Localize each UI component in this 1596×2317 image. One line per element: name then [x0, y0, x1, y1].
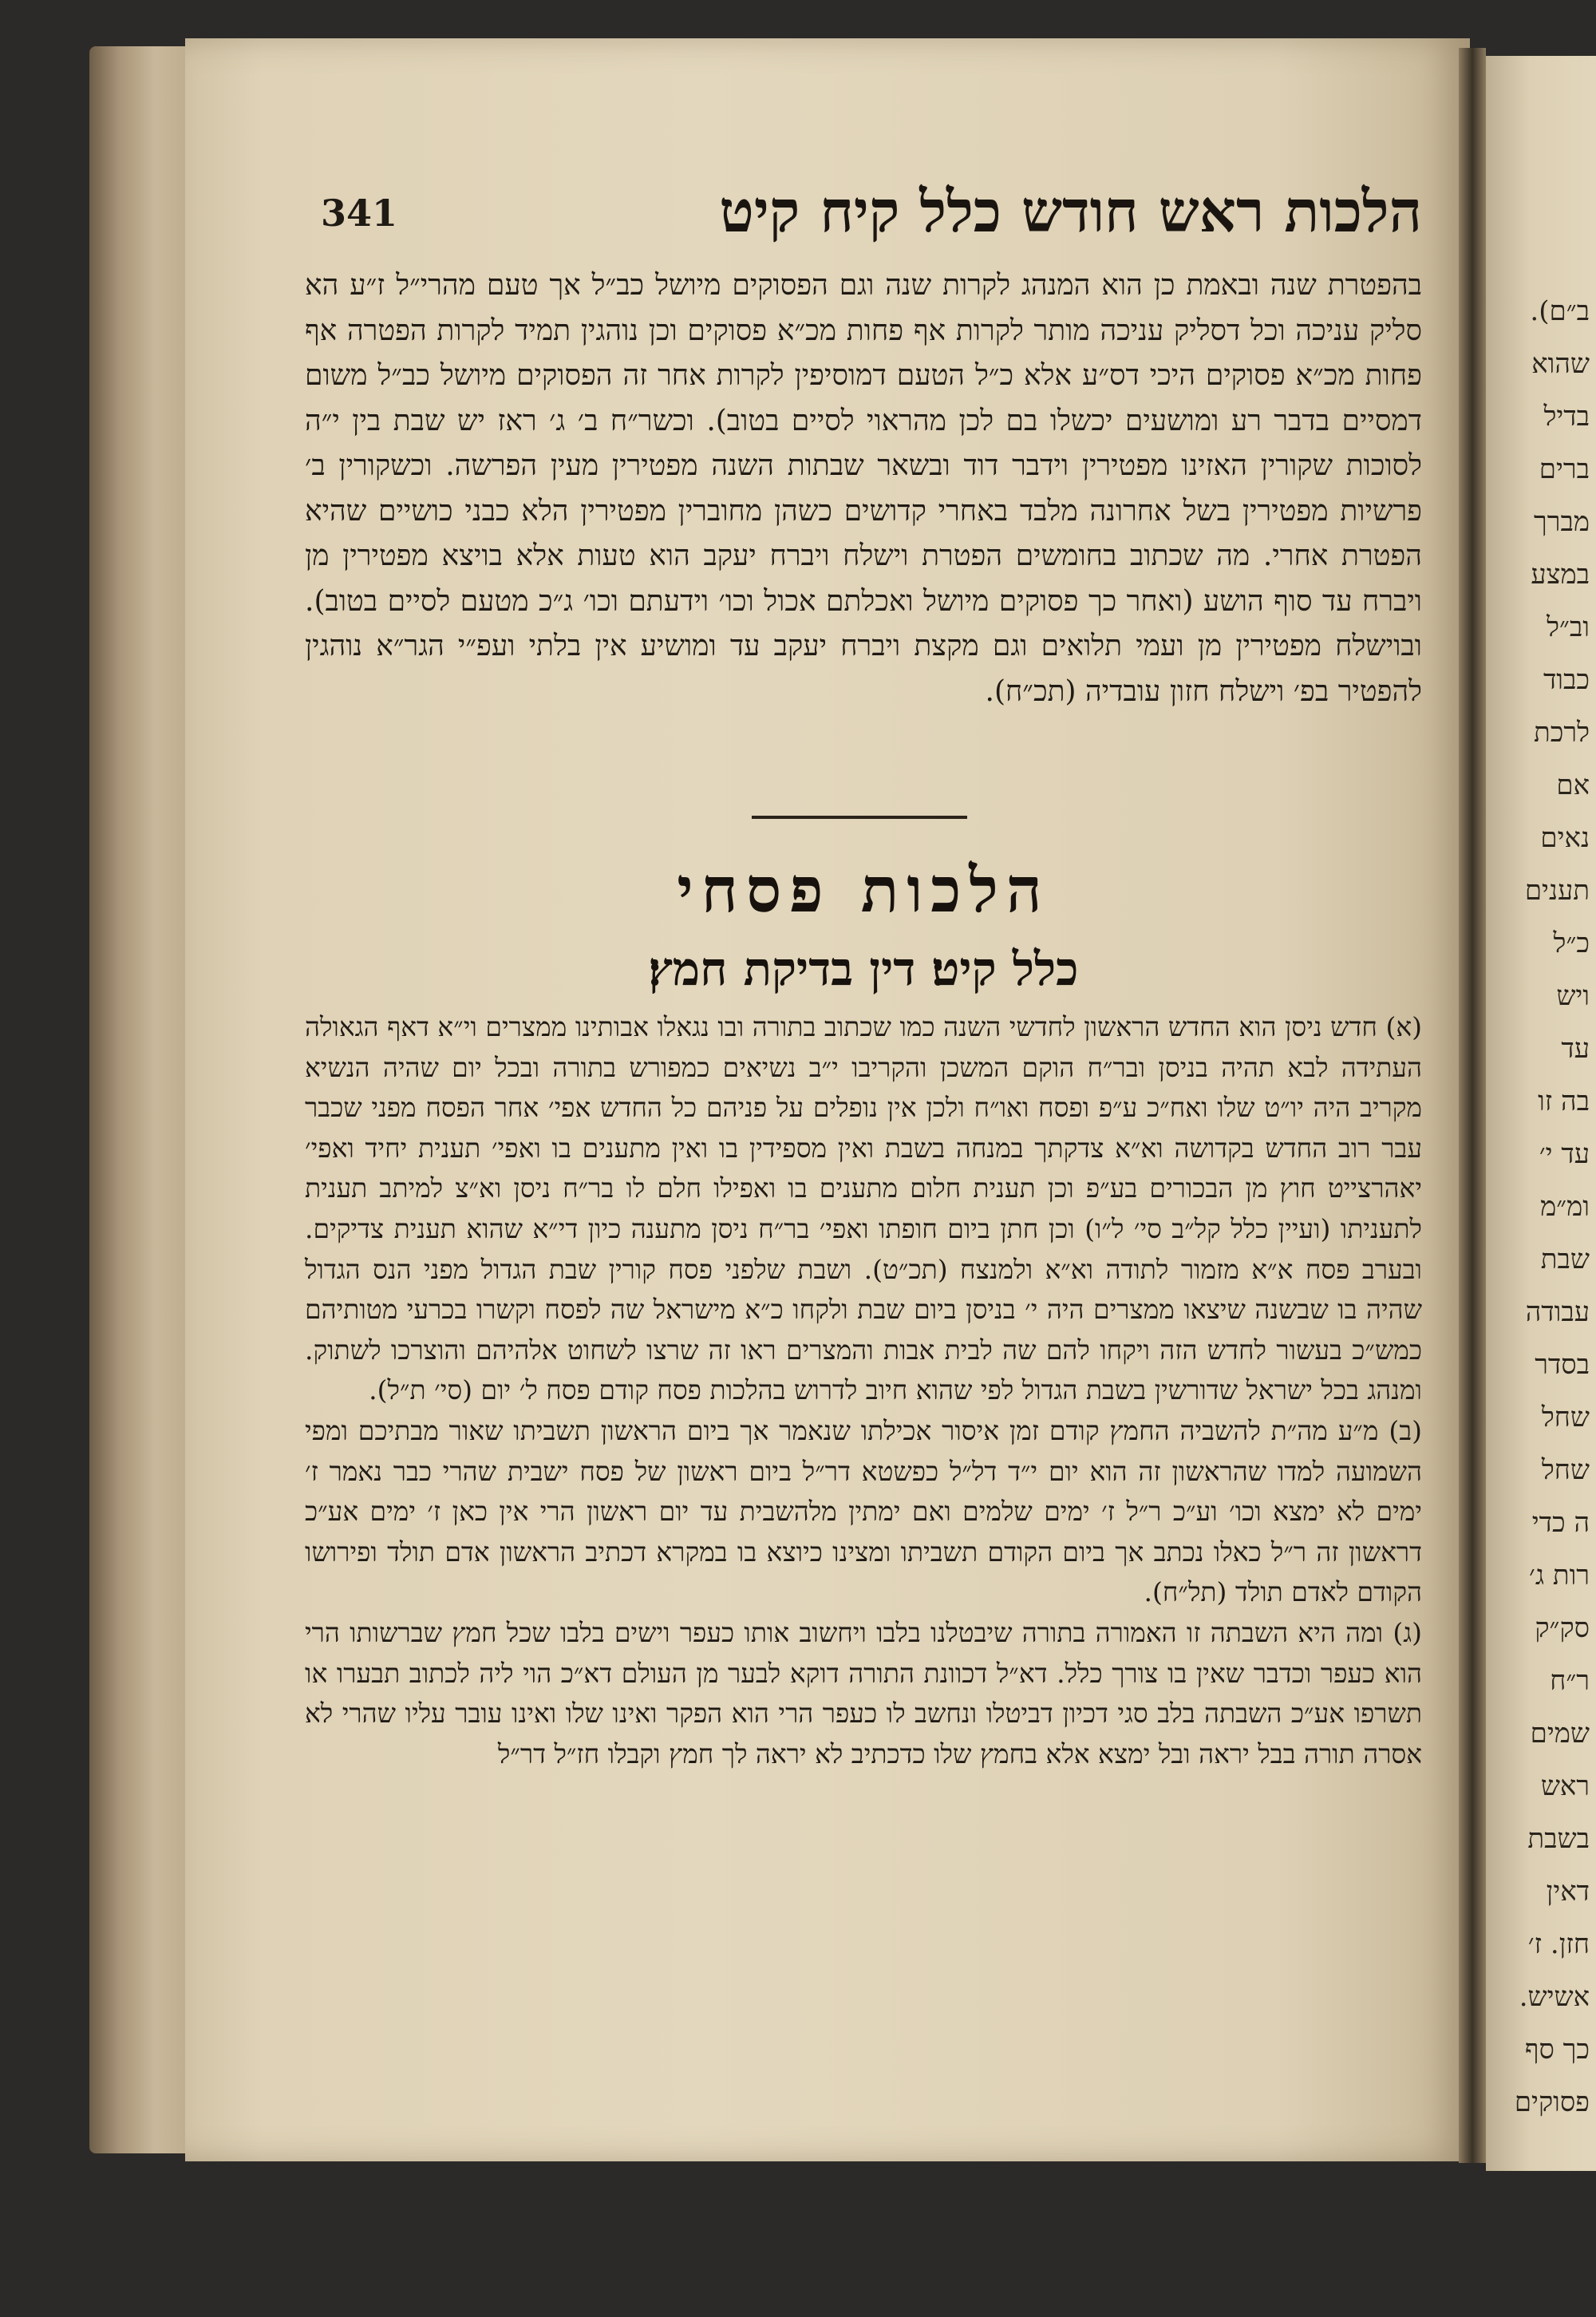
adjacent-page-line: בה זו: [1538, 1085, 1590, 1117]
adjacent-page-line: נאים: [1540, 822, 1590, 854]
adjacent-page-line: ברים: [1539, 453, 1590, 485]
paragraph-alef: (א) חדש ניסן הוא החדש הראשון לחדשי השנה כמו שכתוב בתורה ובו נגאלו אבותינו ממצרים וי״א דאף הגאולה העתידה לבא תהיה בניסן ובר״ח הוקם המשכן והקריבו י״ב נשיאים כמפורש בתורה ובכל יום שהיה הנשיא מקריב היה יו״ט שלו ואח״כ ע״פ ופסח ואו״ח ולכן אין נופלים על פניהם כל החדש אפי׳ אחר הפסח מפני שכבר עבר רוב החדש בקדושה וא״א צדקתך במנחה בשבת ואין מספידין בו ואין מתענים בו ואפי׳ תענית יחיד ואפי׳ יאהרצייט חוץ מן הבכורים בע״פ וכן תענית חלום מתענים בו ואפילו חלם לו בר״ח ניסן וא״צ למיתב תענית לתעניתו (ועיין כלל קל״ב סי׳ ל״ו) וכן חתן ביום חופתו ואפי׳ בר״ח ניסן מתענה כיון די״א שהוא תענית צדיקים. ובערב פסח א״א מזמור לתודה וא״א ולמנצח (תכ״ט). ושבת שלפני פסח קורין שבת הגדול מפני הנס הגדול שהיה בו שבשנה שיצאו ממצרים היה י׳ בניסן ביום שבת ולקחו כ״א מישראל שה לפסח וקשרו בכרעי מטותיהם כמש״כ בעשור לחדש הזה ויקחו להם שה לבית אבות והמצרים ראו זה שרצו לשחוט אלהיהם והוצרכו לשתוק. ומנהג בכל ישראל שדורשין בשבת הגדול לפי שהוא חיוב לדרוש בהלכות פסח קודם פסח ל׳ יום (סי׳ ת״ל).: [305, 1011, 1422, 1406]
previous-section-text: [305, 263, 1422, 714]
adjacent-page-line: עד: [1561, 1033, 1590, 1065]
adjacent-page-line: אם: [1556, 769, 1590, 801]
adjacent-page-line: בדיל: [1543, 401, 1590, 433]
adjacent-page-line: אשיש.: [1519, 1981, 1590, 2013]
previous-section-paragraph: בהפטרת שנה ובאמת כן הוא המנהג לקרות שנה וגם הפסוקים מיושל כב״ל אך טעם מהרי״ל ז״ע הא סליק עניכה וכל דסליק עניכה מותר לקרות אף פחות מכ״א פסוקים וכן נוהגין תמיד לקרות הפטרה אף פחות מכ״א פסוקים היכי דס״ע אלא כ״ל הטעם דמוסיפין לקרות אחר זה הפסוקים מיושל כב״ל משום דמסיים בדבר רע ומושעים יכשלו בם לכן מהראוי לסיים בטוב). וכשר״ח ב׳ ג׳ ראז יש שבת בין י״ה לסוכות שקורין האזינו מפטירין וידבר דוד ובשאר שבתות השנה מפטירין מעין הפרשה. וכשקורין ב׳ פרשיות מפטירין בשל אחרונה מלבד באחרי קדושים כשהן מחוברין מפטירין הלא כבני כושיים שהיא הפטרת אחרי. מה שכתוב בחומשים הפטרת וישלח ויברח יעקב הוא טעות אלא בויצא מפטירין מן ויברח עד סוף הושע (ואחר כך פסוקים מיושל ואכלתם אכול וכו׳ וידעתם וכו׳ ג״כ מטעם לסיים בטוב). ובוישלח מפטירין מן ועמי תלואים וגם מקצת ויברח יעקב עד ומושיע אין בלתי ועפ״י הגר״א נוהגין להפטיר בפ׳ וישלח חזון עובדיה (תכ״ח).: [305, 269, 1422, 708]
adjacent-page-line: דאין: [1546, 1876, 1590, 1908]
adjacent-page-line: שמים: [1530, 1718, 1590, 1750]
adjacent-page-line: כבוד: [1543, 664, 1590, 696]
adjacent-page-line: שבת: [1540, 1244, 1590, 1275]
adjacent-page-line: ר״ח: [1550, 1665, 1590, 1697]
adjacent-page-line: במצע: [1531, 559, 1590, 591]
adjacent-page-line: ויש: [1556, 980, 1590, 1012]
adjacent-page-line: כ״ל: [1553, 927, 1590, 959]
adjacent-page-line: מברך: [1534, 506, 1590, 538]
adjacent-page-line: רות ג׳: [1528, 1560, 1590, 1591]
adjacent-page-line: כך סף: [1524, 2034, 1590, 2066]
adjacent-page-line: שחל: [1541, 1402, 1590, 1433]
adjacent-page-fragment: [1486, 56, 1596, 2171]
adjacent-page-line: ה כדי: [1531, 1507, 1590, 1539]
running-head: הלכות ראש חודש כלל קיח קיט: [719, 177, 1422, 245]
adjacent-page-line: סק״ק: [1535, 1612, 1590, 1644]
adjacent-page-line: שהוא: [1531, 348, 1590, 380]
adjacent-page-line: תענים: [1524, 875, 1590, 907]
page-header: [305, 177, 1422, 257]
paragraph-gimel: (ג) ומה היא השבתה זו האמורה בתורה שיבטלנו בלבו ויחשוב אותו כעפר וישים בלבו שכל חמץ שברשותו הרי הוא כעפר וכדבר שאין בו צורך כלל. דא״ל דכוונת התורה דוקא לבער מן העולם דא״כ הוי ליה לכתוב תבערו או תשרפו אע״כ השבתה בלב סגי דכיון דביטלו ונחשב לו כעפר הרי הוא הפקר ואינו שלו ואינו עובר עליו שהרי לא אסרה תורה בבל יראה ובל ימצא אלא בחמץ שלו כדכתיב לא יראה לך חמץ וקבלו חז״ל דר״ל: [305, 1616, 1422, 1769]
adjacent-page-line: עד י׳: [1539, 1138, 1590, 1170]
adjacent-page-line: שחל: [1541, 1454, 1590, 1486]
adjacent-page-line: לרכת: [1534, 717, 1590, 749]
main-text: [305, 1007, 1422, 1774]
page-number: 341: [321, 192, 398, 235]
adjacent-page-line: ראש: [1540, 1770, 1590, 1802]
adjacent-page-line: חזן. ז׳: [1527, 1928, 1590, 1960]
adjacent-page-line: ומ״מ: [1540, 1191, 1590, 1223]
adjacent-page-line: ב״ם).: [1530, 295, 1590, 327]
book-gutter: [1459, 48, 1486, 2163]
adjacent-page-line: בסדר: [1535, 1349, 1590, 1381]
chapter-title: הלכות פסחי: [677, 854, 1050, 927]
section-heading: כלל קיט׃ דין בדיקת חמץ׃: [648, 942, 1079, 996]
adjacent-page-line: פסוקים: [1514, 2086, 1590, 2118]
paragraph-bet: (ב) מ״ע מה״ת להשביה החמץ קודם זמן איסור אכילתו שנאמר אך ביום הראשון תשביתו שאור מבתיכם ומפי השמועה למדו שהראשון זה הוא יום י״ד דל״ל כפשטא דר״ל ביום ראשון של פסח ישבית שהרי כבר נאמר ז׳ ימים לא ימצא וכו׳ וע״כ ר״ל ז׳ ימים שלמים ואם ימתין מלהשבית עד יום ראשון הרי אין כאן ז׳ ימים אע״כ דראשון זה ר״ל כאלו נכתב אך ביום הקודם תשביתו ומצינו כיוצא בו במקרא דכתיב הראשון אדם תולד ופירושו הקודם לאדם תולד (תל״ח).: [305, 1414, 1422, 1608]
adjacent-page-line: בשבת: [1527, 1823, 1590, 1855]
adjacent-page-line: וב״ל: [1547, 611, 1590, 643]
adjacent-page-line: עבודה: [1525, 1296, 1590, 1328]
section-divider: [752, 816, 967, 819]
